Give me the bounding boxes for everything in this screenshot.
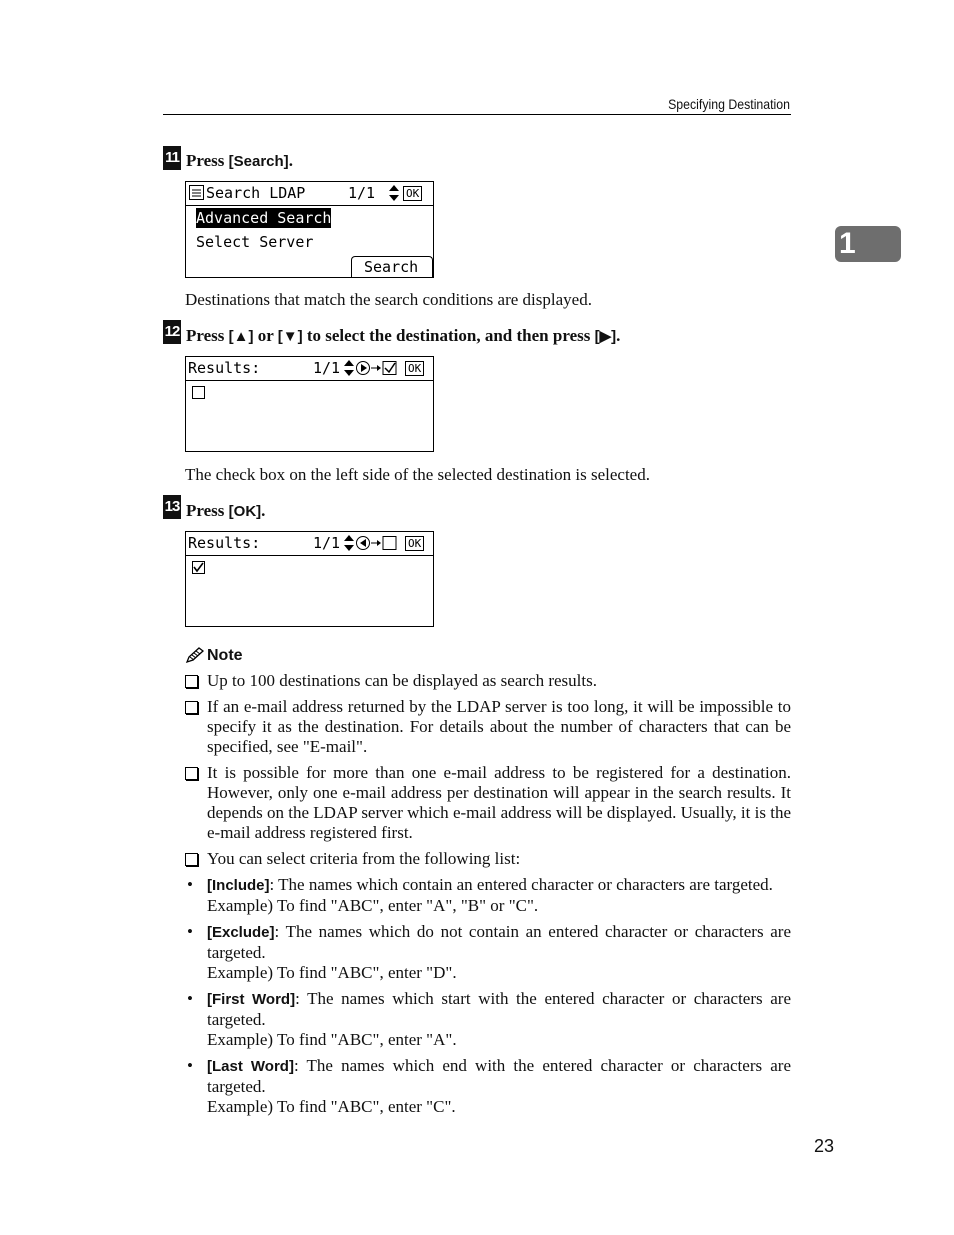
lcd-screen-results-checked <box>185 531 434 627</box>
entry-code: 004 <box>235 561 255 574</box>
entry-code: 004 <box>235 386 255 399</box>
step-number: 11 <box>163 146 181 170</box>
ok-button[interactable]: OK <box>405 536 424 551</box>
lcd-screen-search-ldap <box>185 181 434 278</box>
criteria-key: [Exclude] <box>207 924 275 941</box>
entry-name: ABC COMPANY <box>260 558 360 576</box>
address-book-icon <box>215 560 231 575</box>
select-arrows-uncheck-icon <box>344 535 404 551</box>
criteria-key: [Last Word] <box>207 1058 294 1075</box>
step-instruction: Press [Search]. <box>186 151 293 170</box>
ok-button[interactable]: OK <box>405 361 424 376</box>
lcd-page-indicator: 1/1 <box>348 184 376 202</box>
checkbox-bullet-icon <box>185 701 198 714</box>
criteria-key: [First Word] <box>207 991 296 1008</box>
up-down-arrow-icon <box>388 185 400 201</box>
criteria-item: • [Exclude]: The names which do not contain an entered character or characters are targeted. Example) To find "ABC", enter "D". <box>187 922 791 982</box>
lcd-title: Results: <box>188 534 261 552</box>
address-book-icon <box>215 385 231 400</box>
right-key-label: [▶] <box>594 328 617 345</box>
search-key-label: [Search] <box>228 153 289 170</box>
note-title: Note <box>207 647 243 664</box>
running-header: Specifying Destination <box>668 96 790 112</box>
checkmark-icon <box>193 562 204 573</box>
lcd-title-bar <box>186 357 433 381</box>
step-instruction: Press [OK]. <box>186 501 266 520</box>
destination-checkbox-checked[interactable] <box>192 561 205 574</box>
note-item: You can select criteria from the following list: <box>185 849 791 869</box>
search-softkey[interactable] <box>351 256 433 277</box>
down-key-label: [▼] <box>277 328 303 345</box>
bullet-icon: • <box>187 875 193 894</box>
lcd-title-bar <box>186 532 433 556</box>
ok-button[interactable]: OK <box>403 186 422 201</box>
criteria-item: • [First Word]: The names which start with the entered character or characters are targeted. Example) To find "ABC", enter "A". <box>187 989 791 1049</box>
step-number: 13 <box>163 495 181 519</box>
note-list <box>185 671 791 1123</box>
search-softkey-label: Search <box>364 258 419 276</box>
step-result-text: Destinations that match the search conditions are displayed. <box>185 290 592 309</box>
checkbox-bullet-icon <box>185 767 198 780</box>
pencil-icon <box>185 647 205 664</box>
lcd-screen-results-unchecked <box>185 356 434 452</box>
chapter-tab: 1 <box>835 226 901 262</box>
lcd-title: Results: <box>188 359 261 377</box>
checkbox-bullet-icon <box>185 675 198 688</box>
criteria-item: • [Include]: The names which contain an entered character or characters are targeted. Example) To find "ABC", enter "A", "B" or "C". <box>187 875 773 915</box>
note-item: If an e-mail address returned by the LDAP server is too long, it will be impossible to specify it as the destination. For details about the number of characters that can be specified, see "E-mail". <box>185 697 791 757</box>
lcd-title-bar <box>186 182 433 206</box>
criteria-item: • [Last Word]: The names which end with the entered character or characters are targeted. Example) To find "ABC", enter "C". <box>187 1056 791 1116</box>
advanced-search-item[interactable]: Advanced Search <box>196 209 332 227</box>
lcd-page-indicator: 1/1 <box>313 359 341 377</box>
checkbox-bullet-icon <box>185 853 198 866</box>
list-icon <box>189 185 204 200</box>
page-number: 23 <box>813 1136 834 1156</box>
ok-key-label: [OK] <box>228 503 262 520</box>
criteria-key: [Include] <box>207 877 270 894</box>
step-instruction: Press [▲] or [▼] to select the destination, and then press [▶]. <box>186 326 621 345</box>
select-server-item[interactable]: Select Server <box>196 233 314 251</box>
lcd-page-indicator: 1/1 <box>313 534 341 552</box>
destination-checkbox[interactable] <box>192 386 205 399</box>
note-item: It is possible for more than one e-mail address to be registered for a destination. However, only one e-mail address per destination will appear in the search results. It depends on the LDAP server which e-mail address will be displayed. Usually, it is the e-mail address registered first. <box>185 763 791 843</box>
bullet-icon: • <box>187 989 193 1008</box>
select-arrows-check-icon <box>344 360 404 376</box>
lcd-title: Search LDAP <box>206 184 306 202</box>
bullet-icon: • <box>187 1056 193 1075</box>
header-rule <box>163 114 791 115</box>
note-item: Up to 100 destinations can be displayed as search results. <box>185 671 791 691</box>
step-number: 12 <box>163 320 181 344</box>
step-result-text: The check box on the left side of the selected destination is selected. <box>185 465 650 484</box>
up-key-label: [▲] <box>228 328 254 345</box>
bullet-icon: • <box>187 922 193 941</box>
entry-name: ABC COMPANY <box>260 383 360 401</box>
